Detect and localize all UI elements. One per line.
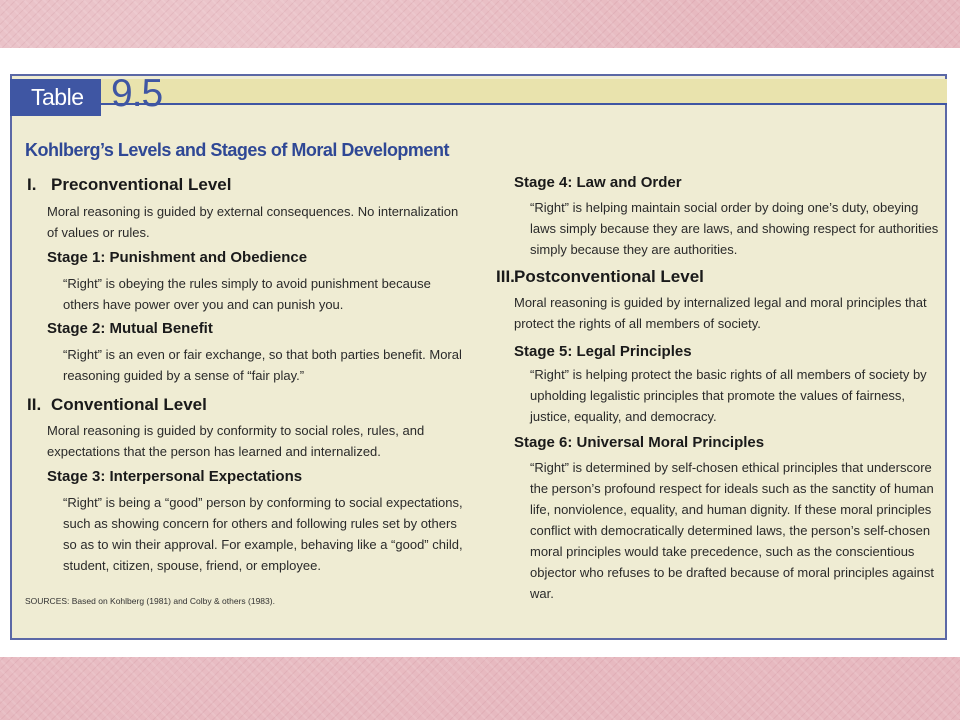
stage-heading: Stage 2: Mutual Benefit bbox=[47, 320, 213, 337]
stage-description: “Right” is determined by self-chosen ethical principles that underscore the person’s profound respect for ideals such as the sanctity of human life, nonviolence, equality, and human dignity. If these moral principles conflict with democratically determined laws, the person’s self-chosen moral principles would take precedence, such as the conscientious objector who refuses to be drafted because of moral principles against war. bbox=[530, 460, 934, 601]
level-numeral: I. bbox=[27, 175, 37, 194]
header-rule bbox=[101, 103, 947, 105]
level-description: Moral reasoning is guided by external consequences. No internalization of values or rules. bbox=[47, 204, 459, 240]
stage-description: “Right” is being a “good” person by conforming to social expectations, such as showing concern for others and following rules set by others so as to win their approval. For example, behaving like a “good” child, student, citizen, spouse, friend, or employee. bbox=[63, 495, 463, 573]
stage-heading: Stage 6: Universal Moral Principles bbox=[514, 434, 765, 451]
level-heading bbox=[27, 175, 231, 195]
stage-description: “Right” is obeying the rules simply to avoid punishment because others have power over you and can punish you. bbox=[63, 276, 431, 312]
level-description: Moral reasoning is guided by conformity to social roles, rules, and expectations that the person has learned and internalized. bbox=[47, 423, 425, 459]
stage-description: “Right” is an even or fair exchange, so that both parties benefit. Moral reasoning guided by a sense of “fair play.” bbox=[63, 347, 462, 383]
stage-heading: Stage 1: Punishment and Obedience bbox=[47, 249, 308, 266]
table-title: Kohlberg’s Levels and Stages of Moral Development bbox=[25, 140, 449, 160]
stage-description: “Right” is helping maintain social order by doing one’s duty, obeying laws simply because they are laws, and showing respect for authorities simply because they are authorities. bbox=[530, 200, 939, 257]
level-heading bbox=[27, 395, 207, 415]
level-name: Postconventional Level bbox=[514, 267, 704, 286]
stage-description: “Right” is helping protect the basic rights of all members of society by upholding legalistic principles that promote the values of fairness, justice, equality, and democracy. bbox=[530, 367, 927, 424]
stage-heading: Stage 3: Interpersonal Expectations bbox=[47, 468, 303, 485]
level-numeral: III. bbox=[496, 267, 515, 286]
table-number: 9.5 bbox=[111, 72, 163, 115]
level-description: Moral reasoning is guided by internalized legal and moral principles that protect the rights of all members of society. bbox=[514, 295, 927, 331]
table-label-tab: Table bbox=[10, 79, 101, 116]
level-numeral: II. bbox=[27, 395, 42, 414]
sources-note: SOURCES: Based on Kohlberg (1981) and Colby & others (1983). bbox=[25, 596, 275, 606]
level-heading bbox=[496, 267, 704, 287]
level-name: Preconventional Level bbox=[51, 175, 232, 194]
level-name: Conventional Level bbox=[51, 395, 207, 414]
stage-heading: Stage 4: Law and Order bbox=[514, 174, 682, 191]
stage-heading: Stage 5: Legal Principles bbox=[514, 343, 692, 360]
